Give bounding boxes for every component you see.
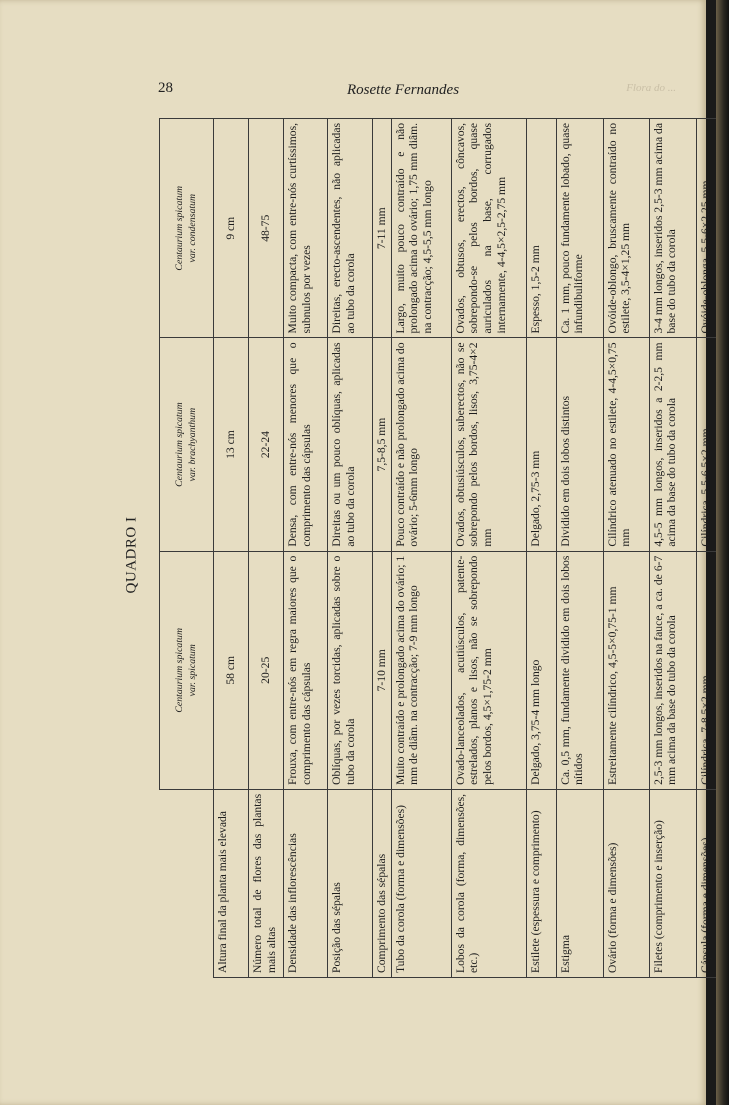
table-cell: Ovados, obtusos, erectos, côncavos, sobrepondo-se pelos bordos, quase auriculados na base, corrugados internamente, 4-4,5×2,5-2,75 mm	[451, 119, 526, 338]
rotated-table-wrapper	[159, 118, 712, 978]
row-label: Tubo da corola (forma e dimensões)	[391, 789, 451, 977]
species-variety: var. brachyanthum	[186, 407, 198, 482]
table-row	[373, 119, 392, 978]
table-cell: Cilíndrica, 5,5-6,5×2 mm	[696, 338, 728, 551]
table-cell: Frouxa, com entre-nós em regra maiores que o comprimento das cápsulas	[284, 551, 328, 789]
row-label: Lobos da corola (forma, dimensões, etc.)	[451, 789, 526, 977]
table-row	[391, 119, 451, 978]
column-header-condensatum	[160, 119, 214, 338]
table-cell: Muito contraído e prolongado acima do ovário; 1 mm de diâm. na contracção; 7-9 mm longo	[391, 551, 451, 789]
species-name: Centaurium spicatum	[174, 627, 186, 713]
table-row	[603, 119, 649, 978]
species-name: Centaurium spicatum	[174, 402, 186, 487]
row-label: Filetes (comprimento e inserção)	[649, 789, 696, 977]
row-label: Número total de flores das plantas mais altas	[249, 789, 284, 977]
table-row	[526, 119, 556, 978]
table-cell: Estreitamente cilíndrico, 4,5-5×0,75-1 mm	[603, 551, 649, 789]
table-cell: Ca. 0,5 mm, fundamente dividido em dois lobos nítidos	[556, 551, 603, 789]
table-cell: Direitas ou um pouco oblíquas, aplicadas ao tubo da corola	[328, 338, 373, 551]
species-variety: var. condensatum	[186, 193, 198, 263]
table-cell: Largo, muito pouco contraído e não prolongado acima do ovário; 1,75 mm diâm. na contracção; 4,5-5,5 mm longo	[391, 119, 451, 338]
table-cell: Espesso, 1,5-2 mm	[526, 119, 556, 338]
column-header-spicatum	[160, 551, 214, 789]
row-label: Densidade das inflorescências	[284, 789, 328, 977]
table-cell: 7-11 mm	[373, 119, 392, 338]
table-cell: 3-4 mm longos, inseridos 2,5-3 mm acima da base do tubo da corola	[649, 119, 696, 338]
table-cell: 22-24	[249, 338, 284, 551]
table-cell: 7,5-8,5 mm	[373, 338, 392, 551]
row-label: Altura final da planta mais elevada	[214, 789, 249, 977]
table-caption: QUADRO I	[123, 516, 140, 594]
table-row	[556, 119, 603, 978]
row-label: Comprimento das sépalas	[373, 789, 392, 977]
header-corner	[160, 789, 214, 977]
table-cell: Densa, com entre-nós menores que o comprimento das cápsulas	[284, 338, 328, 551]
table-cell: Ovados, obtusiúsculos, suberectos, não se sobrepondo pelos bordos, lisos, 3,75-4×2 mm	[451, 338, 526, 551]
book-binding-edge	[716, 0, 729, 1105]
table-row	[249, 119, 284, 978]
table-cell: Ca. 1 mm, pouco fundamente lobado, quase infundibuliforme	[556, 119, 603, 338]
table-cell: 58 cm	[214, 551, 249, 789]
table-row	[284, 119, 328, 978]
table-row	[451, 119, 526, 978]
table-cell: Cilíndrica, 7-8,5×2 mm	[696, 551, 728, 789]
table-caption-holder	[117, 516, 147, 594]
rotated-table-frame	[159, 118, 712, 978]
table-cell: 13 cm	[214, 338, 249, 551]
table-cell: Muito compacta, com entre-nós curtíssimos, subnulos por vezes	[284, 119, 328, 338]
row-label: Posição das sépalas	[328, 789, 373, 977]
table-cell: Pouco contraído e não prolongado acima do ovário; 5-6mm longo	[391, 338, 451, 551]
table-header-row	[160, 119, 214, 978]
table-cell: 20-25	[249, 551, 284, 789]
table-cell: 7-10 mm	[373, 551, 392, 789]
table-cell: Direitas, erecto-ascendentes, não aplicadas ao tubo da corola	[328, 119, 373, 338]
table-row	[649, 119, 696, 978]
row-label: Cápsula (forma e dimensões)	[696, 789, 728, 977]
row-label: Estigma	[556, 789, 603, 977]
page-number: 28	[158, 80, 173, 96]
table-cell: Delgado, 2,75-3 mm	[526, 338, 556, 551]
table-row	[328, 119, 373, 978]
table-cell: Ovado-lanceolados, acutiúsculos, patente-estrelados, planos e lisos, não se sobrepondo pelos bordos, 4,5×1,75-2 mm	[451, 551, 526, 789]
bleed-through-text: Flora do ...	[626, 82, 676, 94]
table-row	[214, 119, 249, 978]
table-cell: Oblíquas, por vezes torcidas, aplicadas sobre o tubo da corola	[328, 551, 373, 789]
row-label: Ovário (forma e dimensões)	[603, 789, 649, 977]
table-cell: Dividido em dois lobos distintos	[556, 338, 603, 551]
table-cell: 4,5-5 mm longos, inseridos a 2-2,5 mm acima da base do tubo da corola	[649, 338, 696, 551]
table-cell: Delgado, 3,75-4 mm longo	[526, 551, 556, 789]
table-cell: 48-75	[249, 119, 284, 338]
species-name: Centaurium spicatum	[174, 185, 186, 271]
table-cell: Ovóide-oblongo, bruscamente contraído no estilete, 3,5-4×1,25 mm	[603, 119, 649, 338]
table-cell: Ovóide-oblonga, 5,5-6×2,25 mm	[696, 119, 728, 338]
row-label: Estilete (espessura e comprimento)	[526, 789, 556, 977]
table-cell: 2,5-3 mm longos, inseridos na fauce, a ca. de 6-7 mm acima da base do tubo da corola	[649, 551, 696, 789]
table-cell: 9 cm	[214, 119, 249, 338]
running-header-author: Rosette Fernandes	[347, 82, 460, 98]
table-cell: Cilíndrico atenuado no estilete, 4-4,5×0,75 mm	[603, 338, 649, 551]
species-variety: var. spicatum	[186, 644, 198, 697]
comparison-table	[159, 118, 729, 978]
column-header-brachyanthum	[160, 338, 214, 551]
